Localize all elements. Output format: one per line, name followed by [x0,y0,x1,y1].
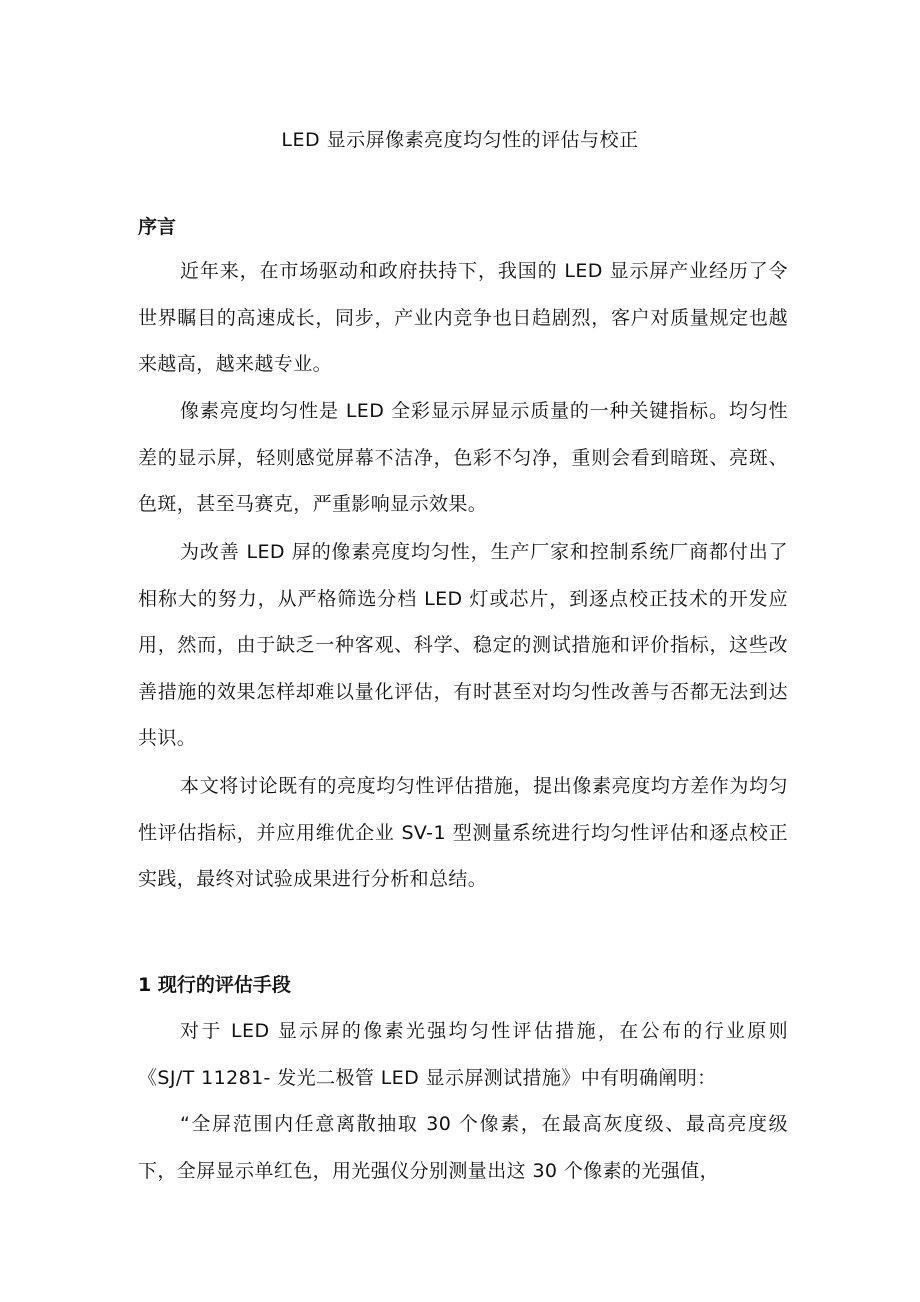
section-heading-current-methods: 1 现行的评估手段 [138,974,291,996]
paragraph: 为改善 LED 屏的像素亮度均匀性，生产厂家和控制系统厂商都付出了相称大的努力，从严格筛选分档 LED 灯或芯片，到逐点校正技术的开发应用，然而，由于缺乏一种客观、科学、稳定的测试措施和评价指标，这些改善措施的效果怎样却难以量化评估，有时甚至对均匀性改善与否都无法到达共识。 [138,541,788,749]
paragraph: 像素亮度均匀性是 LED 全彩显示屏显示质量的一种关键指标。均匀性差的显示屏，轻则感觉屏幕不洁净，色彩不匀净，重则会看到暗斑、亮斑、色斑，甚至马赛克，严重影响显示效果。 [138,400,788,515]
paragraph: “全屏范围内任意离散抽取 30 个像素，在最高灰度级、最高亮度级下，全屏显示单红色，用光强仪分别测量出这 30 个像素的光强值， [138,1113,788,1182]
paragraph: 对于 LED 显示屏的像素光强均匀性评估措施，在公布的行业原则《SJ/T 11281- 发光二极管 LED 显示屏测试措施》中有明确阐明： [138,1020,788,1089]
paragraph: 本文将讨论既有的亮度均匀性评估措施，提出像素亮度均方差作为均匀性评估指标，并应用维优企业 SV-1 型测量系统进行均匀性评估和逐点校正实践，最终对试验成果进行分析和总结。 [138,775,788,890]
section-heading-preface: 序言 [138,216,177,238]
paragraph: 近年来，在市场驱动和政府扶持下，我国的 LED 显示屏产业经历了令世界瞩目的高速成长，同步，产业内竞争也日趋剧烈，客户对质量规定也越来越高，越来越专业。 [138,260,788,375]
document-title: LED 显示屏像素亮度均匀性的评估与校正 [281,129,639,151]
